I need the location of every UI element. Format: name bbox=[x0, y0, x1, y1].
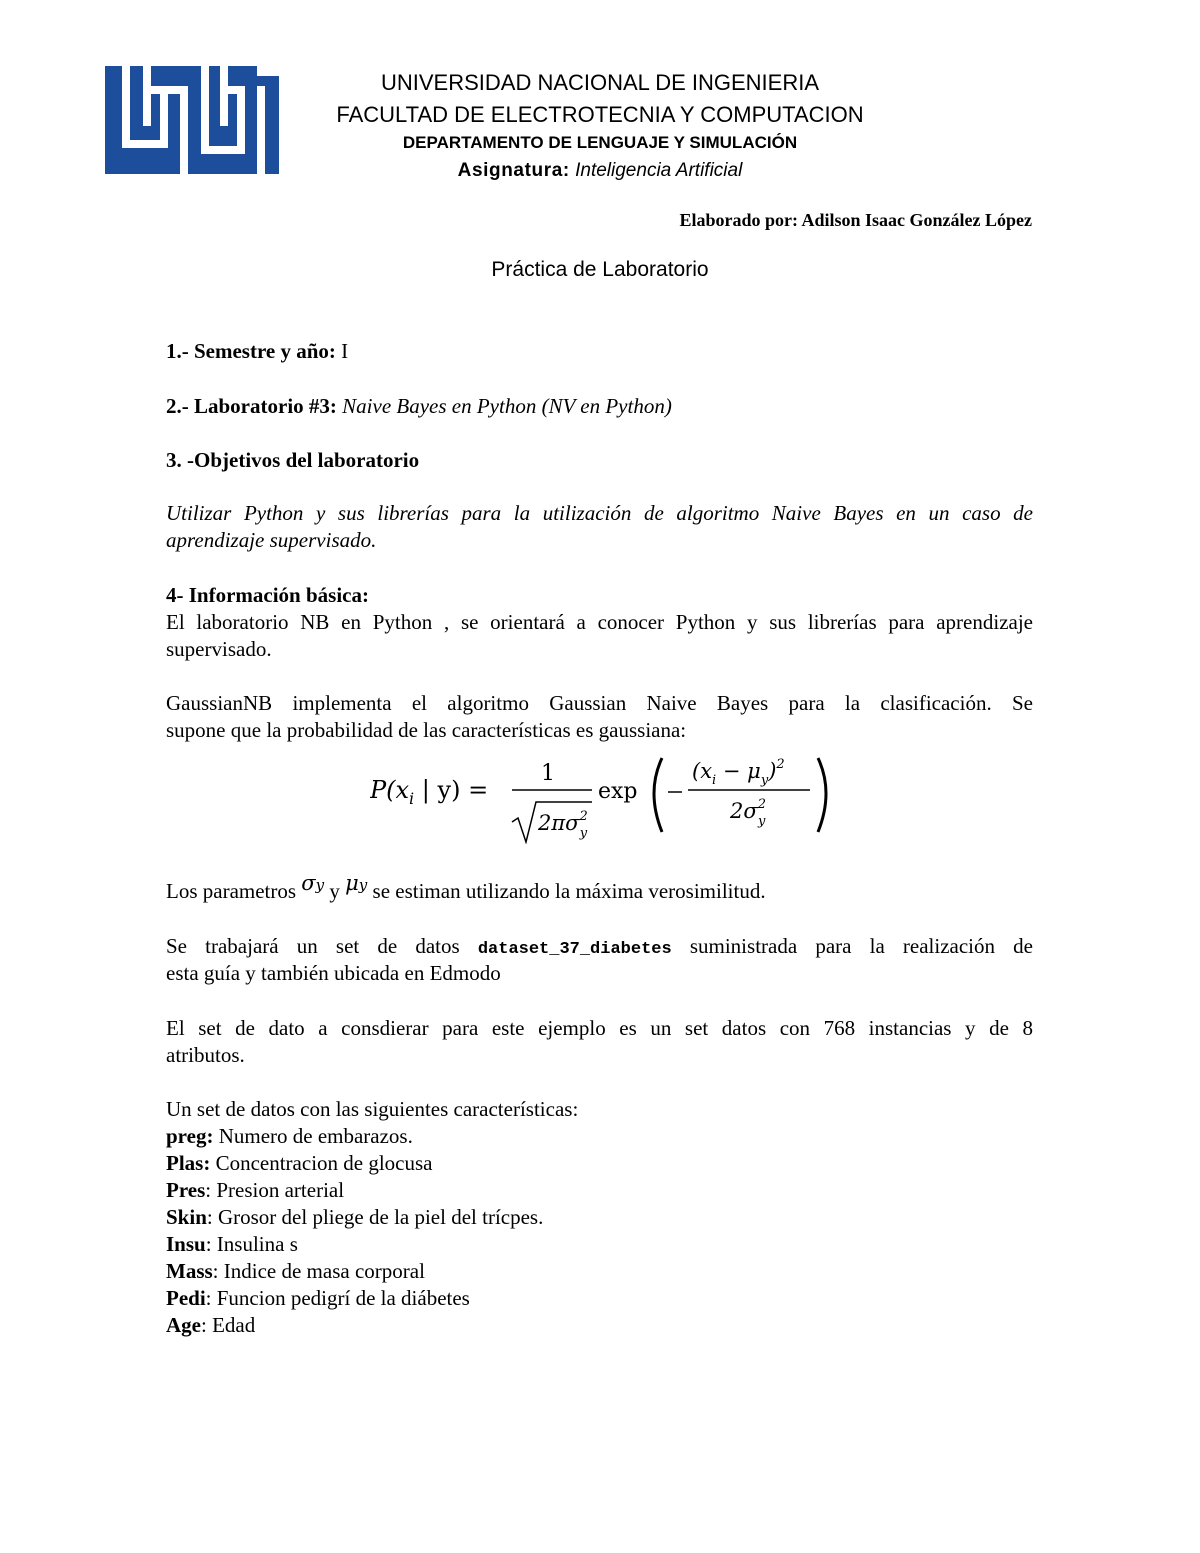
dataset-post: suministrada para la realización de bbox=[671, 934, 1033, 958]
feature-item bbox=[166, 1177, 1033, 1204]
objective-line-2 bbox=[166, 527, 1033, 554]
feature-item bbox=[166, 1123, 1033, 1150]
author-line: Elaborado por: Adilson Isaac González López bbox=[679, 210, 1032, 230]
gaussian-line-2: supone que la probabilidad de las características es gaussiana: bbox=[166, 718, 687, 742]
formula-exp: exp bbox=[598, 779, 638, 804]
set-line-2: atributos. bbox=[166, 1043, 245, 1067]
page-title: Práctica de Laboratorio bbox=[491, 258, 709, 281]
feature-name: Age bbox=[166, 1313, 201, 1337]
params-pre: Los parametros bbox=[166, 879, 302, 903]
svg-text:2πσ2y bbox=[537, 809, 588, 841]
feature-name: Mass bbox=[166, 1259, 213, 1283]
info-line-1: El laboratorio NB en Python , se orientará a conocer Python y sus librerías para aprendizaje bbox=[166, 610, 1033, 634]
feature-item bbox=[166, 1285, 1033, 1312]
objective-line-1 bbox=[166, 500, 1033, 527]
info-line-2: supervisado. bbox=[166, 637, 272, 661]
feature-desc: Numero de embarazos. bbox=[213, 1124, 413, 1148]
formula-lhs-sub: i bbox=[409, 789, 415, 808]
feature-name: Insu bbox=[166, 1232, 206, 1256]
dataset-name: dataset_37_diabetes bbox=[477, 940, 672, 959]
feature-name: Plas: bbox=[166, 1151, 211, 1175]
section-objectives bbox=[166, 447, 1033, 474]
department-name: DEPARTAMENTO DE LENGUAJE Y SIMULACIÓN bbox=[402, 133, 798, 152]
subject-line bbox=[300, 160, 900, 182]
feature-desc: Concentracion de glocusa bbox=[210, 1151, 433, 1175]
feature-item bbox=[166, 1312, 1033, 1339]
feature-name: Pres bbox=[166, 1178, 206, 1202]
feature-name: Skin bbox=[166, 1205, 207, 1229]
section-info bbox=[166, 582, 1033, 609]
formula-inner-num-pre: (x bbox=[692, 759, 713, 783]
lab-value: Naive Bayes en Python (NV en Python) bbox=[336, 394, 672, 418]
formula-inner-den-sup: 2 bbox=[757, 797, 766, 812]
semester-value: I bbox=[335, 339, 349, 363]
formula-numerator: 1 bbox=[541, 761, 555, 786]
feature-desc: : Indice de masa corporal bbox=[212, 1259, 425, 1283]
svg-text:(xi − μy)2 bbox=[692, 757, 785, 788]
feature-item bbox=[166, 1258, 1033, 1285]
subject-label: Asignatura: bbox=[457, 160, 570, 181]
lab-label: 2.- Laboratorio #3: bbox=[166, 394, 337, 418]
mu-symbol: μy bbox=[345, 871, 368, 895]
feature-item bbox=[166, 1204, 1033, 1231]
faculty-name: FACULTAD DE ELECTROTECNIA Y COMPUTACION bbox=[336, 102, 864, 127]
formula-inner-post: ) bbox=[768, 759, 777, 783]
subject-value: Inteligencia Artificial bbox=[575, 160, 743, 181]
formula-den-pre: 2πσ bbox=[538, 811, 580, 835]
formula-inner-sub-y: y bbox=[760, 773, 769, 788]
sigma-symbol: σy bbox=[301, 871, 325, 895]
features-intro: Un set de datos con las siguientes características: bbox=[166, 1097, 579, 1121]
objectives-label: 3. -Objetivos del laboratorio bbox=[166, 448, 420, 472]
formula-inner-sup: 2 bbox=[776, 757, 785, 772]
set-line-1: El set de dato a consdierar para este ejemplo es un set datos con 768 instancias y de 8 bbox=[166, 1016, 1033, 1040]
formula-den-sup: 2 bbox=[579, 809, 588, 824]
formula-inner-den-pre: 2σ bbox=[730, 799, 758, 823]
dataset-pre: Se trabajará un set de datos bbox=[166, 934, 478, 958]
gaussian-formula bbox=[370, 752, 835, 844]
feature-item bbox=[166, 1231, 1033, 1258]
university-logo-icon bbox=[105, 66, 279, 174]
formula-inner-mid: − μ bbox=[716, 759, 761, 783]
feature-desc: : Edad bbox=[201, 1313, 256, 1337]
objective-text-2: aprendizaje supervisado. bbox=[166, 528, 377, 552]
formula-den-sub: y bbox=[579, 826, 588, 841]
dataset-line-1 bbox=[166, 933, 1033, 963]
feature-desc: : Presion arterial bbox=[205, 1178, 345, 1202]
feature-desc: : Grosor del pliege de la piel del trícpes. bbox=[206, 1205, 544, 1229]
feature-name: Pedi bbox=[166, 1286, 206, 1310]
formula-lhs: P(x bbox=[370, 776, 410, 804]
dataset-line-2: esta guía y también ubicada en Edmodo bbox=[166, 961, 501, 985]
objective-text-1: Utilizar Python y sus librerías para la utilización de algoritmo Naive Bayes en un caso de bbox=[166, 501, 1033, 525]
params-mid: y bbox=[324, 879, 346, 903]
university-name: UNIVERSIDAD NACIONAL DE INGENIERIA bbox=[380, 70, 820, 95]
svg-text:2σ2y bbox=[729, 797, 766, 829]
info-label: 4- Información básica: bbox=[166, 583, 369, 607]
feature-desc: : Funcion pedigrí de la diábetes bbox=[205, 1286, 470, 1310]
formula-inner-sub-i: i bbox=[712, 773, 717, 788]
formula-lhs-rest: | y) = bbox=[414, 776, 489, 804]
feature-name: preg: bbox=[166, 1124, 214, 1148]
feature-item bbox=[166, 1150, 1033, 1177]
gaussian-line-1: GaussianNB implementa el algoritmo Gaussian Naive Bayes para la clasificación. Se bbox=[166, 691, 1033, 715]
section-semester bbox=[166, 338, 1033, 365]
formula-inner-den-sub: y bbox=[757, 814, 766, 829]
section-lab bbox=[166, 393, 1033, 420]
parameters-line bbox=[166, 871, 1033, 907]
svg-text:P(xi | y) = bbox=[370, 776, 488, 808]
semester-label: 1.- Semestre y año: bbox=[166, 339, 336, 363]
feature-desc: : Insulina s bbox=[205, 1232, 298, 1256]
params-post: se estiman utilizando la máxima verosimilitud. bbox=[367, 879, 766, 903]
